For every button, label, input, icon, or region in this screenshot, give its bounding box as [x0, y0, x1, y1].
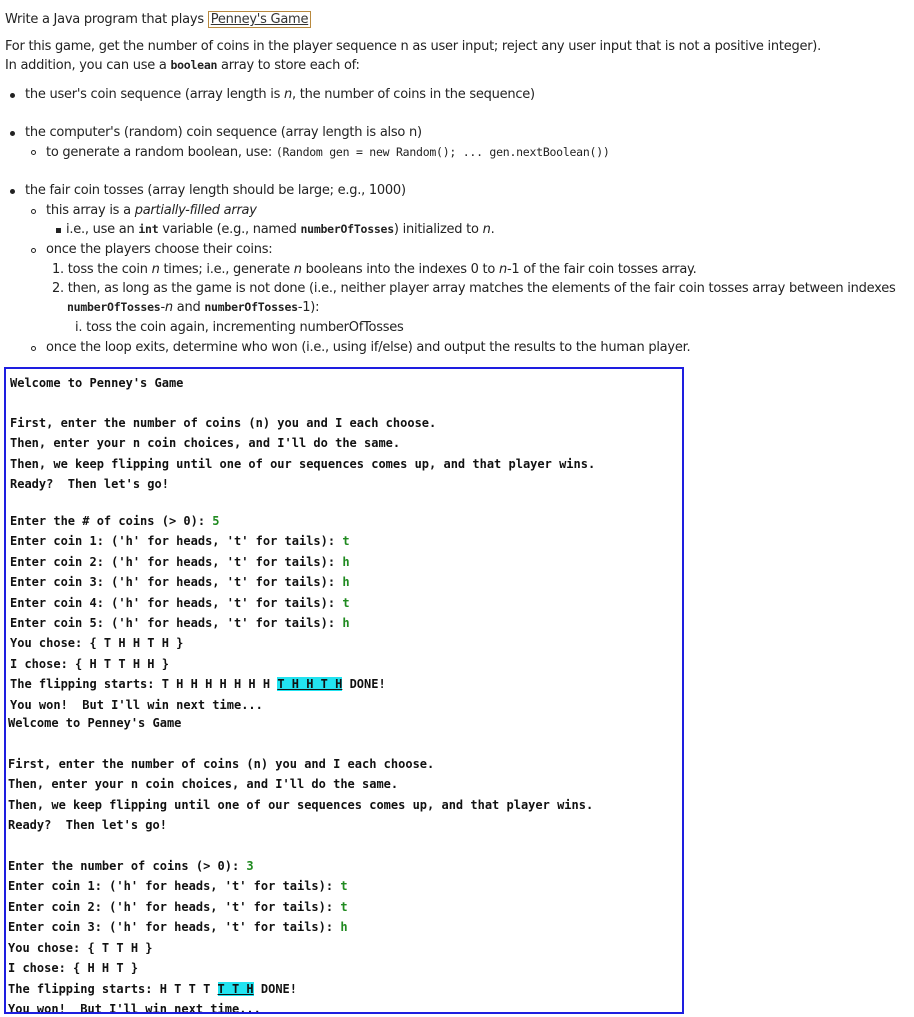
- bullet-computer-sequence: the computer's (random) coin sequence (array length is also n): [25, 125, 422, 140]
- step-1: [52, 260, 697, 279]
- coin-prompt: [10, 613, 350, 633]
- instructions-line: First, enter the number of coins (n) you and I each choose.: [10, 416, 437, 430]
- text: .: [490, 222, 495, 237]
- code-random: (Random gen = new Random(); ... gen.nextBoolean()): [275, 145, 610, 159]
- var-n: n: [482, 222, 491, 237]
- text: booleans into the indexes 0 to: [301, 262, 499, 277]
- prompt-text: Enter coin 3: ('h' for heads, 't' for tails):: [8, 920, 341, 934]
- user-input: t: [340, 900, 348, 914]
- you-chose-line: You chose: { T H H T H }: [10, 636, 184, 650]
- bullet-icon: [10, 131, 15, 136]
- text: -1 of the fair coin tosses array.: [506, 262, 697, 277]
- instructions-line: Ready? Then let's go!: [10, 477, 169, 491]
- code-boolean: boolean: [170, 58, 218, 72]
- user-input: h: [342, 575, 350, 589]
- flipping-line: [10, 674, 386, 694]
- instructions-line: Then, we keep flipping until one of our sequences comes up, and that player wins.: [8, 798, 594, 812]
- prompt-text: Enter coin 4: ('h' for heads, 't' for tails):: [10, 596, 343, 610]
- flip-text: DONE!: [342, 677, 386, 691]
- coin-prompt: [10, 572, 350, 592]
- instructions-line: Then, we keep flipping until one of our sequences comes up, and that player wins.: [10, 457, 596, 471]
- para-text: In addition, you can use a: [5, 58, 171, 73]
- var-n: n: [151, 262, 160, 277]
- user-input: t: [340, 879, 348, 893]
- user-input: h: [342, 555, 350, 569]
- var-n: n: [498, 262, 507, 277]
- prompt-text: Enter coin 1: ('h' for heads, 't' for tails):: [8, 879, 341, 893]
- i-chose-line: I chose: { H H T }: [8, 961, 139, 975]
- circle-bullet-icon: [31, 150, 36, 155]
- coin-prompt: [8, 876, 348, 896]
- intro-text: Write a Java program that plays: [5, 12, 208, 27]
- user-input: h: [342, 616, 350, 630]
- user-input: 3: [246, 859, 254, 873]
- prompt-text: Enter coin 3: ('h' for heads, 't' for tails):: [10, 575, 343, 589]
- text: 1. toss the coin: [52, 262, 152, 277]
- text: to generate a random boolean, use:: [46, 145, 276, 160]
- text: -: [160, 300, 165, 315]
- sub-partially-filled: [46, 201, 257, 220]
- flip-text: The flipping starts: H T T T: [8, 982, 218, 996]
- welcome-line: Welcome to Penney's Game: [8, 716, 182, 730]
- result-line: You won! But I'll win next time...: [8, 1002, 261, 1014]
- var-n: n: [284, 87, 293, 102]
- sub-random-boolean: [46, 143, 610, 162]
- coin-prompt: [10, 552, 350, 572]
- para-input-rule: For this game, get the number of coins in the player sequence n as user input; reject any user input that is not a positive integer).: [5, 39, 822, 54]
- flip-text: The flipping starts: T H H H H H H H: [10, 677, 278, 691]
- coin-prompt: [8, 917, 348, 937]
- you-chose-line: You chose: { T T H }: [8, 941, 153, 955]
- prompt-text: Enter coin 1: ('h' for heads, 't' for tails):: [10, 534, 343, 548]
- result-line: You won! But I'll win next time...: [10, 698, 263, 712]
- prompt-text: Enter the # of coins (> 0):: [10, 514, 213, 528]
- code-numberoftosses: numberOfTosses: [300, 222, 394, 236]
- instructions-line: Then, enter your n coin choices, and I'll do the same.: [8, 777, 399, 791]
- i-chose-line: I chose: { H T T H H }: [10, 657, 169, 671]
- instructions-line: Then, enter your n coin choices, and I'll do the same.: [10, 436, 401, 450]
- console-output: [4, 367, 684, 1014]
- code-numberoftosses: numberOfTosses: [67, 300, 161, 314]
- sub-players-choose: once the players choose their coins:: [46, 242, 273, 257]
- text: ) initialized to: [393, 222, 483, 237]
- sub-loop-exits: once the loop exits, determine who won (i.e., using if/else) and output the results to the human player.: [46, 340, 691, 355]
- var-n: n: [293, 262, 302, 277]
- emphasis: partially-filled array: [134, 203, 257, 218]
- text: times; i.e., generate: [159, 262, 294, 277]
- bullet-icon: [10, 93, 15, 98]
- code-int: int: [138, 222, 159, 236]
- sub-int-variable: [66, 220, 495, 239]
- coin-prompt: [10, 593, 350, 613]
- code-numberoftosses: numberOfTosses: [204, 300, 298, 314]
- winning-sequence-highlight: T H H T H: [277, 677, 343, 691]
- bullet-fair-tosses: the fair coin tosses (array length should be large; e.g., 1000): [25, 183, 406, 198]
- bullet-user-sequence: [25, 85, 535, 104]
- intro-line: [5, 10, 311, 29]
- text: , the number of coins in the sequence): [292, 87, 535, 102]
- circle-bullet-icon: [31, 209, 36, 214]
- para-text: array to store each of:: [217, 58, 360, 73]
- text: this array is a: [46, 203, 135, 218]
- prompt-text: Enter coin 5: ('h' for heads, 't' for tails):: [10, 616, 343, 630]
- user-input: t: [342, 534, 350, 548]
- user-input: 5: [212, 514, 220, 528]
- square-bullet-icon: [56, 228, 61, 233]
- winning-sequence-highlight: T T H: [217, 982, 254, 996]
- bullet-icon: [10, 189, 15, 194]
- text: i.e., use an: [66, 222, 139, 237]
- penneys-game-link[interactable]: Penney's Game: [208, 11, 311, 28]
- step-2: 2. then, as long as the game is not done (i.e., neither player array matches the elements of the fair coin tosses array between indexes: [52, 281, 896, 296]
- coin-prompt: [10, 531, 350, 551]
- coin-count-prompt: [8, 856, 254, 876]
- user-input: t: [342, 596, 350, 610]
- coin-count-prompt: [10, 511, 220, 531]
- coin-prompt: [8, 897, 348, 917]
- prompt-text: Enter coin 2: ('h' for heads, 't' for tails):: [8, 900, 341, 914]
- step-2-continued: [67, 298, 319, 317]
- circle-bullet-icon: [31, 248, 36, 253]
- var-n: n: [164, 300, 173, 315]
- circle-bullet-icon: [31, 346, 36, 351]
- user-input: h: [340, 920, 348, 934]
- instructions-line: First, enter the number of coins (n) you and I each choose.: [8, 757, 435, 771]
- instructions-line: Ready? Then let's go!: [8, 818, 167, 832]
- step-2-sub: i. toss the coin again, incrementing numberOfTosses: [75, 320, 404, 335]
- flip-text: DONE!: [253, 982, 297, 996]
- prompt-text: Enter coin 2: ('h' for heads, 't' for tails):: [10, 555, 343, 569]
- welcome-line: Welcome to Penney's Game: [10, 376, 184, 390]
- flipping-line: [8, 979, 297, 999]
- text: -1):: [297, 300, 320, 315]
- text: and: [172, 300, 205, 315]
- text: the user's coin sequence (array length is: [25, 87, 285, 102]
- para-boolean-arrays: [5, 56, 360, 75]
- prompt-text: Enter the number of coins (> 0):: [8, 859, 247, 873]
- text: variable (e.g., named: [158, 222, 301, 237]
